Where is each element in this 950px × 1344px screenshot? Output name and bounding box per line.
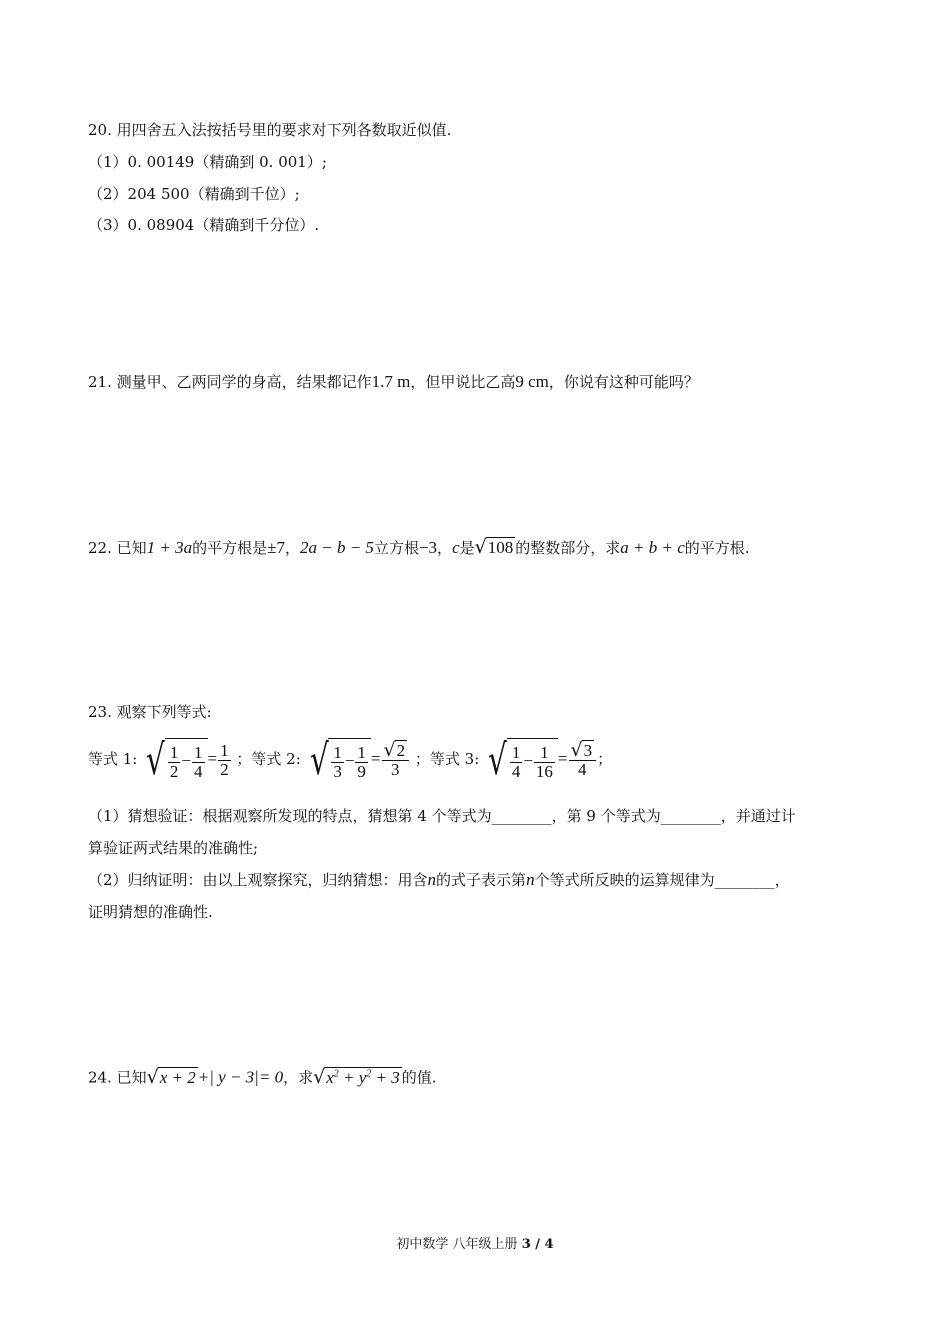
q24-radicand-1: x + 2 (159, 1067, 196, 1087)
q22-expr-4: −3 (418, 538, 438, 557)
eq1-r-den: 2 (220, 759, 229, 779)
q22-part-8: 的平方根. (684, 539, 750, 557)
q22-part-6: 是 (459, 539, 475, 557)
q21-part-1: 21. 测量甲、乙两同学的身高，结果都记作 (88, 373, 372, 391)
q22-part-1: 22. 已知 (88, 539, 147, 557)
q23-equations: 等式 1: √ $\frac{1}{2}$ − $\frac{1}{4}$ = $\frac{1}{2}$ ；等式 2: √ $\frac{1}{3}$ − $\frac{1}{9}$ = $\frac{√2}{3}$ ；等式 3: √ $\frac{1}{4}$ − $\frac{1}{16}$ = $\frac{√3}{4}$ ； (88, 735, 613, 785)
eq3-r-den: 4 (578, 760, 587, 780)
q21-text (88, 372, 699, 392)
q24-part-2: ，求 (283, 1068, 314, 1087)
q20-title: 20. 用四舍五入法按括号里的要求对下列各数取近似值. (88, 121, 452, 139)
eq1-b-num: 1 (194, 742, 203, 762)
eq3-r-num: 3 (583, 741, 593, 761)
q22-expr-7: a + b + c (620, 538, 685, 557)
q23-n-var-2: n (526, 870, 535, 889)
eq3-a-den: 4 (511, 761, 521, 781)
q24-abs-expr: +| y − 3|= 0 (197, 1067, 284, 1087)
eq2-b-num: 1 (357, 742, 366, 762)
q22-expr-5: c (452, 538, 460, 557)
eq3-sqrt: √ $\frac{1}{4}$ − $\frac{1}{16}$ (484, 738, 558, 782)
q24-text (88, 1064, 437, 1088)
q22-expr-3: 2a − b − 5 (299, 538, 374, 557)
q23-part2-c: 个等式所反映的运算规律为________， (534, 871, 790, 889)
q22-expr-1: 1 + 3a (146, 538, 193, 557)
q23-title: 23. 观察下列等式: (88, 703, 212, 721)
eq3-a-num: 1 (511, 742, 521, 762)
q23-part2-b: 的式子表示第 (436, 871, 527, 889)
q21-diff-value: 9 cm (515, 372, 549, 391)
q23-part1-line2: 算验证两式结果的准确性; (88, 839, 259, 857)
q20-item-2: （2）204 500（精确到千位）; (88, 185, 300, 203)
eq2-a-den: 3 (333, 761, 342, 781)
q23-part2-line1 (88, 870, 790, 890)
q21-part-3: ，你说有这种可能吗？ (548, 373, 699, 391)
eq3-label: ；等式 3: (414, 750, 480, 769)
eq2-label: ；等式 2: (236, 750, 301, 769)
q24-sqrt-1: √x + 2 (146, 1065, 196, 1088)
eq1-r-num: 1 (220, 740, 229, 760)
q23-part2-a: （2）归纳证明：由以上观察探究，归纳猜想：用含 (88, 871, 428, 889)
q24-part-1: 24. 已知 (88, 1068, 147, 1087)
q22-sqrt: √108 (474, 536, 514, 558)
eq-end: ； (597, 750, 613, 769)
eq2-a-num: 1 (333, 742, 342, 762)
q22-part-2: 的平方根是 (192, 539, 268, 557)
q24-x: x (326, 1067, 334, 1087)
eq1-a-den: 2 (169, 761, 179, 781)
q21-part-2: ，但甲说比乙高 (410, 373, 516, 391)
q20-item-3: （3）0. 08904（精确到千分位）. (88, 216, 320, 234)
q24-sqrt-2: $√x^2 + y^2 + 3$ (313, 1065, 400, 1088)
footer-text: 初中数学 八年级上册 (396, 1237, 522, 1252)
eq2-r-num: 2 (396, 741, 406, 761)
q22-expr-2: ±7 (267, 538, 285, 557)
page-number: 3 / 4 (521, 1237, 554, 1252)
eq1-label: 等式 1: (88, 750, 138, 769)
eq1-sqrt: √ $\frac{1}{2}$ − $\frac{1}{4}$ (142, 738, 207, 782)
q22-part-7: 的整数部分，求 (515, 539, 621, 557)
q24-part-3: 的值. (401, 1068, 437, 1087)
q22-part-4: 立方根 (373, 539, 419, 557)
eq3-b-num: 1 (534, 744, 555, 763)
q23-part2-line2: 证明猜想的准确性. (88, 903, 213, 921)
q21-height-value: 1.7 m (371, 372, 411, 391)
eq1-a-num: 1 (169, 742, 179, 762)
eq2-sqrt: √ $\frac{1}{3}$ − $\frac{1}{9}$ (306, 738, 371, 782)
q22-radicand: 108 (487, 538, 514, 557)
q23-part1-line1: （1）猜想验证：根据观察所发现的特点，猜想第 4 个等式为________，第 9 个等式为________，并通过计 (88, 807, 796, 825)
eq2-r-den: 3 (391, 760, 400, 780)
q24-const: + 3 (375, 1067, 400, 1087)
page-footer (0, 1233, 950, 1252)
q22-part-5: ， (437, 539, 453, 557)
eq2-b-den: 9 (357, 761, 366, 781)
q24-y: y (358, 1067, 367, 1087)
eq1-b-den: 4 (194, 761, 203, 781)
q23-n-var-1: n (427, 870, 437, 889)
q20-item-1: （1）0. 00149（精确到 0. 001）; (88, 153, 327, 171)
q22-text (88, 538, 750, 558)
eq3-b-den: 16 (535, 761, 553, 781)
q22-part-3: ， (284, 539, 300, 557)
